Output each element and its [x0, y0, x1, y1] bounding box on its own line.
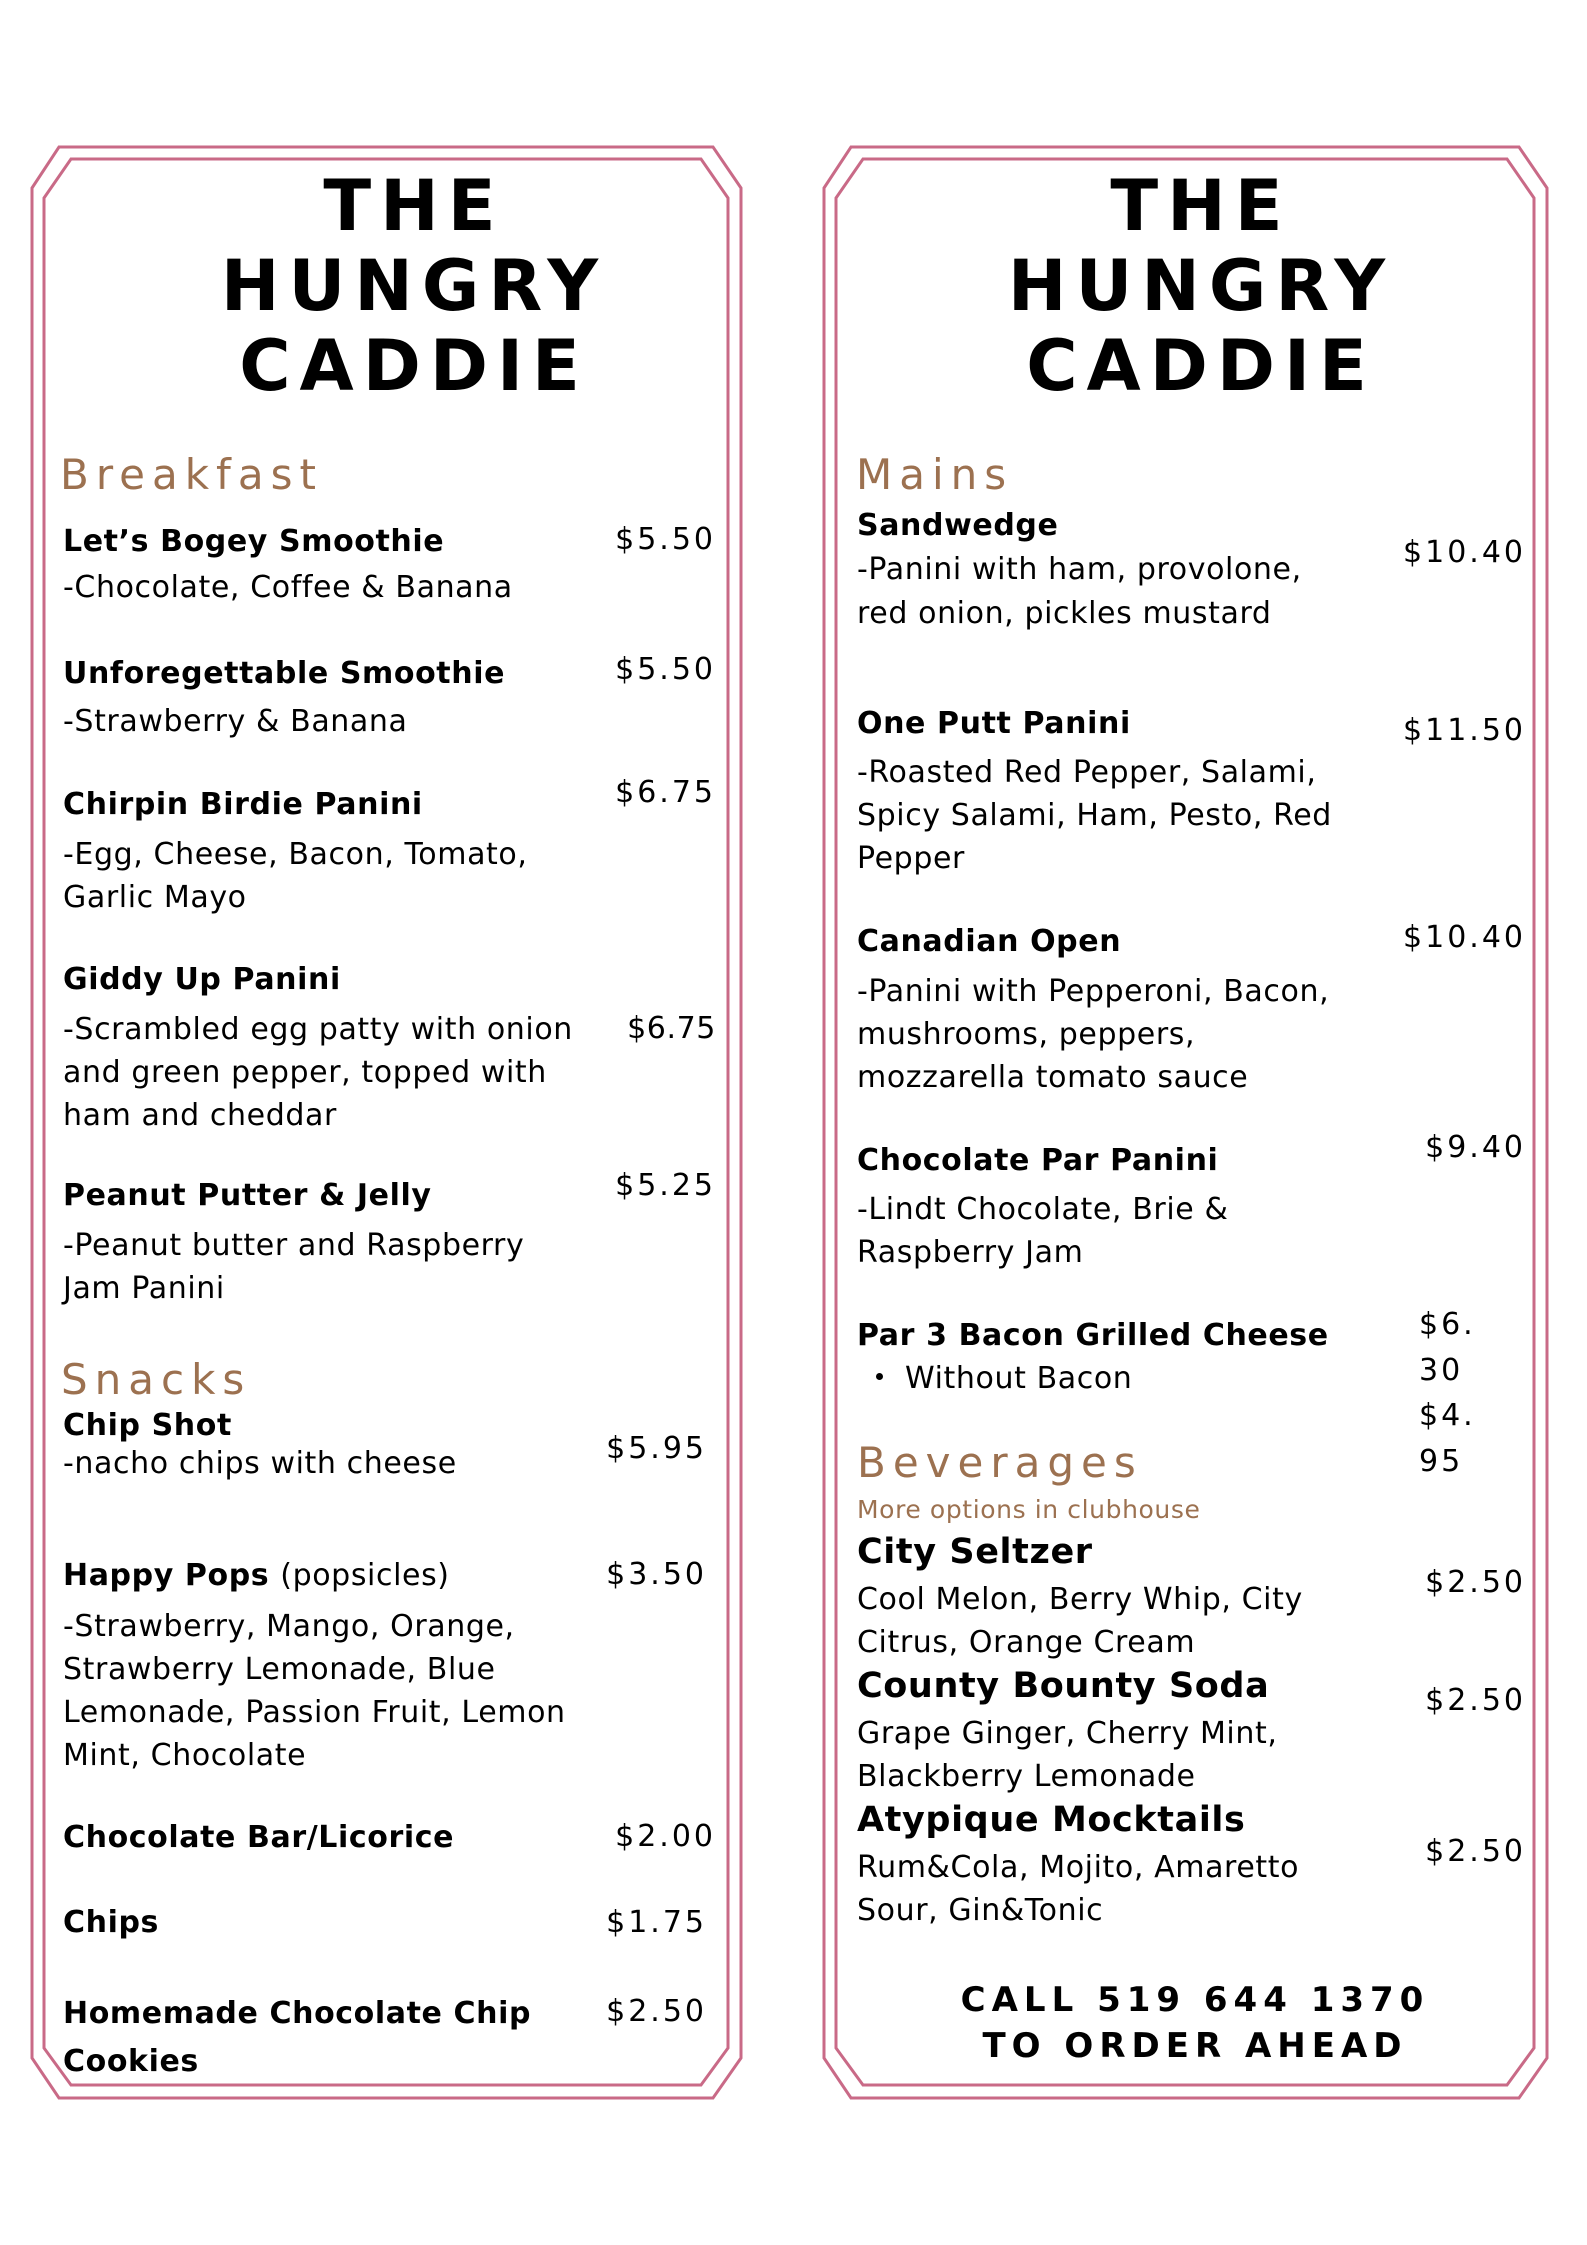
menu-item-description: -Roasted Red Pepper, Salami,: [857, 755, 1317, 790]
title-line: CADDIE: [239, 325, 589, 407]
menu-item-description: Blackberry Lemonade: [857, 1759, 1196, 1794]
section-heading-mains: Mains: [856, 450, 1014, 499]
menu-item-name: Chips: [63, 1905, 159, 1940]
menu-item-price: $2.50: [1425, 1683, 1526, 1718]
section-heading-snacks: Snacks: [61, 1355, 252, 1404]
bullet-icon: [876, 1373, 883, 1380]
title-line: HUNGRY: [220, 245, 608, 327]
menu-item-description: Sour, Gin&Tonic: [857, 1893, 1104, 1928]
menu-item-price: $5.95: [606, 1431, 707, 1466]
menu-item-description: -Panini with Pepperoni, Bacon,: [857, 974, 1330, 1009]
menu-item-description: Rum&Cola, Mojito, Amaretto: [857, 1850, 1300, 1885]
menu-item-description: mushrooms, peppers,: [857, 1017, 1196, 1052]
section-heading-breakfast: Breakfast: [60, 450, 323, 499]
menu-item-description: -Panini with ham, provolone,: [857, 552, 1302, 587]
menu-item-name: Cookies: [63, 2044, 199, 2079]
menu-item-name: Par 3 Bacon Grilled Cheese: [857, 1318, 1329, 1353]
menu-item-description: ham and cheddar: [63, 1098, 337, 1133]
menu-item-name: Canadian Open: [857, 924, 1122, 959]
menu-item-name: Chip Shot: [63, 1408, 232, 1443]
menu-item-price: $6.75: [615, 775, 716, 810]
menu-item-description: -Peanut butter and Raspberry: [63, 1228, 525, 1263]
menu-item-name: Giddy Up Panini: [63, 962, 341, 997]
menu-item-description: Garlic Mayo: [63, 880, 247, 915]
menu-item-price: $5.50: [615, 652, 716, 687]
menu-item-description: -Strawberry, Mango, Orange,: [63, 1609, 515, 1644]
menu-item-description: -Chocolate, Coffee & Banana: [63, 570, 513, 605]
menu-item-description: Lemonade, Passion Fruit, Lemon: [63, 1695, 566, 1730]
menu-item-option: [876, 1361, 1132, 1397]
order-ahead-phone-banner: [836, 1977, 1554, 2069]
menu-item-description: -nacho chips with cheese: [63, 1446, 457, 1481]
menu-item-price: $5.50: [615, 522, 716, 557]
menu-item-name: Homemade Chocolate Chip: [63, 1996, 532, 2031]
menu-item-description: -Egg, Cheese, Bacon, Tomato,: [63, 837, 528, 872]
menu-item-price: $2.50: [1425, 1834, 1526, 1869]
menu-item-option-price: $4.95: [1419, 1398, 1476, 1479]
menu-item-price: $6.30: [1419, 1307, 1476, 1388]
menu-item-price: $10.40: [1403, 535, 1526, 570]
menu-item-name: [63, 1558, 450, 1594]
menu-item-description: red onion, pickles mustard: [857, 596, 1272, 631]
menu-item-description: mozzarella tomato sauce: [857, 1060, 1249, 1095]
section-heading-beverages: Beverages: [857, 1438, 1143, 1487]
menu-item-name: City Seltzer: [857, 1532, 1093, 1572]
menu-item-name: Chocolate Par Panini: [857, 1143, 1219, 1178]
menu-item-price: $10.40: [1403, 920, 1526, 955]
menu-item-name: Unforegettable Smoothie: [63, 656, 506, 691]
menu-item-description: Jam Panini: [63, 1271, 225, 1306]
menu-item-name: Let’s Bogey Smoothie: [63, 524, 445, 559]
menu-item-description: Raspberry Jam: [857, 1235, 1084, 1270]
menu-item-price: $5.25: [615, 1168, 716, 1203]
menu-item-name: County Bounty Soda: [857, 1666, 1270, 1706]
menu-item-price: $11.50: [1403, 713, 1526, 748]
menu-item-description: Cool Melon, Berry Whip, City: [857, 1582, 1303, 1617]
menu-item-price: $6.75: [627, 1011, 716, 1046]
menu-item-description: Pepper: [857, 841, 965, 876]
menu-item-description: Citrus, Orange Cream: [857, 1625, 1196, 1660]
right-restaurant-title: [836, 166, 1566, 406]
menu-item-price: $3.50: [606, 1557, 707, 1592]
left-restaurant-title: [44, 166, 784, 406]
menu-item-description: Spicy Salami, Ham, Pesto, Red: [857, 798, 1332, 833]
menu-item-description: -Lindt Chocolate, Brie &: [857, 1192, 1229, 1227]
phone-call-line: CALL 519 644 1370: [960, 1980, 1430, 2020]
menu-item-name: One Putt Panini: [857, 706, 1131, 741]
title-line: HUNGRY: [1007, 245, 1395, 327]
menu-item-name: Sandwedge: [857, 508, 1059, 543]
menu-item-option-text: Without Bacon: [905, 1361, 1133, 1396]
title-line: THE: [323, 165, 505, 247]
order-ahead-line: TO ORDER AHEAD: [982, 2026, 1408, 2066]
menu-item-description: -Strawberry & Banana: [63, 704, 408, 739]
menu-item-price: $2.00: [615, 1819, 716, 1854]
menu-item-description: Grape Ginger, Cherry Mint,: [857, 1716, 1278, 1751]
menu-item-name: Chirpin Birdie Panini: [63, 787, 423, 822]
menu-item-description: and green pepper, topped with: [63, 1055, 547, 1090]
title-line: CADDIE: [1026, 325, 1376, 407]
menu-item-description: -Scrambled egg patty with onion: [63, 1012, 573, 1047]
menu-item-name: Chocolate Bar/Licorice: [63, 1820, 455, 1855]
menu-item-name-suffix: (popsicles): [280, 1558, 450, 1593]
menu-item-name: Peanut Putter & Jelly: [63, 1178, 432, 1213]
menu-item-price: $1.75: [606, 1905, 707, 1940]
menu-item-price: $2.50: [1425, 1565, 1526, 1600]
title-line: THE: [1110, 165, 1292, 247]
menu-item-price: $2.50: [606, 1994, 707, 2029]
section-subheading: More options in clubhouse: [857, 1495, 1201, 1524]
menu-item-description: Strawberry Lemonade, Blue: [63, 1652, 496, 1687]
menu-item-name: Atypique Mocktails: [857, 1800, 1246, 1840]
menu-item-price: $9.40: [1425, 1130, 1526, 1165]
menu-item-name-text: Happy Pops: [63, 1558, 270, 1593]
menu-item-description: Mint, Chocolate: [63, 1738, 307, 1773]
